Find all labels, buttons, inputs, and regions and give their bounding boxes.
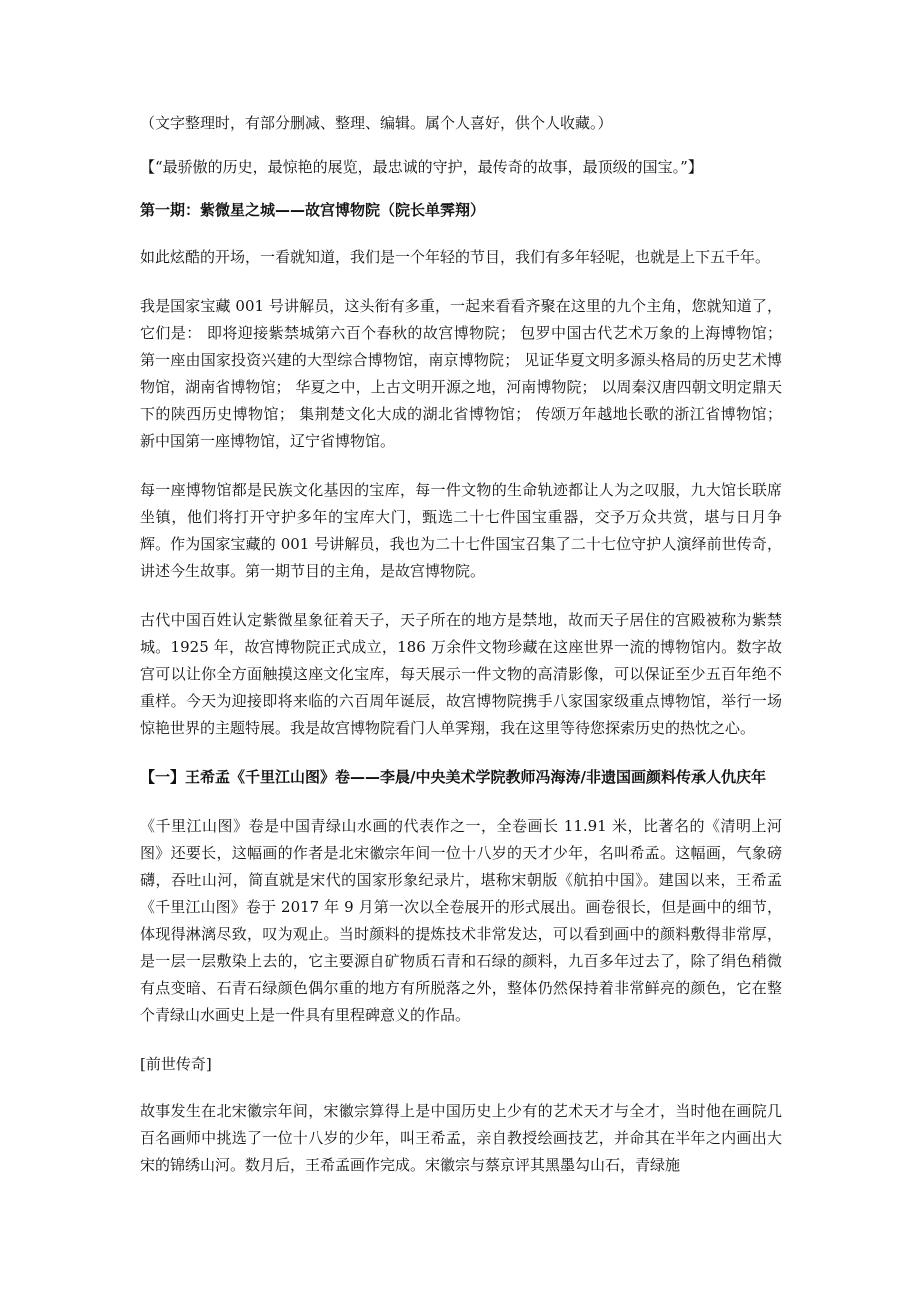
program-slogan: 【“最骄傲的历史，最惊艳的展览，最忠诚的守护，最传奇的故事，最顶级的国宝。”】 [140, 158, 703, 176]
section-tag: [前世传奇] [140, 1055, 212, 1073]
treasure-heading: 【一】王希孟《千里江山图》卷——李晨/中央美术学院教师冯海涛/非遗国画颜料传承人仇庆年 [140, 768, 766, 786]
editor-note: （文字整理时，有部分删减、整理、编辑。属个人喜好，供个人收藏。） [140, 114, 613, 132]
museums-paragraph: 我是国家宝藏 001 号讲解员，这头衔有多重，一起来看看齐聚在这里的九个主角，您就知道了，它们是： 即将迎接紫禁城第六百个春秋的故宫博物院； 包罗中国古代艺术万象的上海博物馆； 第一座由国家投资兴建的大型综合博物馆，南京博物院； 见证华夏文明多源头格局的历史艺术博物馆，湖南省博物馆； 华夏之中，上古文明开源之地，河南博物院； 以周秦汉唐四朝文明定鼎天下的陕西历史博物馆； 集荆楚文化大成的湖北省博物馆； 传颂万年越地长歌的浙江省博物馆； 新中国第一座博物馆，辽宁省博物馆。 [140, 297, 782, 450]
intro-paragraph: 如此炫酷的开场，一看就知道，我们是一个年轻的节目，我们有多年轻呢，也就是上下五千年。 [140, 248, 771, 266]
document-page [140, 110, 782, 1201]
palace-museum-paragraph: 古代中国百姓认定紫微星象征着天子，天子所在的地方是禁地，故而天子居住的宫殿被称为紫禁城。1925 年，故宫博物院正式成立，186 万余件文物珍藏在这座世界一流的博物馆内。数字故宫可以让你全方面触摸这座文化宝库，每天展示一件文物的高清影像，可以保证至少五百年绝不重样。今天为迎接即将来临的六百周年诞辰，故宫博物院携手八家国家级重点博物馆，举行一场惊艳世界的主题特展。我是故宫博物院看门人单霁翔，我在这里等待您探索历史的热忱之心。 [140, 611, 782, 737]
painting-paragraph: 《千里江山图》卷是中国青绿山水画的代表作之一，全卷画长 11.91 米，比著名的《清明上河图》还要长，这幅画的作者是北宋徽宗年间一位十八岁的天才少年，名叫希孟。这幅画，气象磅礴，吞吐山河，简直就是宋代的国家形象纪录片，堪称宋朝版《航拍中国》。建国以来，王希孟《千里江山图》卷于 2017 年 9 月第一次以全卷展开的形式展出。画卷很长，但是画中的细节，体现得淋漓尽致，叹为观止。当时颜料的提炼技术非常发达，可以看到画中的颜料敷得非常厚，是一层一层敷染上去的，它主要源自矿物质石青和石绿的颜料，九百多年过去了，除了绢色稍微有点变暗、石青石绿颜色偶尔重的地方有所脱落之外，整体仍然保持着非常鲜亮的颜色，它在整个青绿山水画史上是一件具有里程碑意义的作品。 [140, 817, 782, 1024]
episode-heading: 第一期：紫微星之城——故宫博物院（院长单霁翔） [140, 201, 486, 219]
story-paragraph: 故事发生在北宋徽宗年间，宋徽宗算得上是中国历史上少有的艺术天才与全才，当时他在画院几百名画师中挑选了一位十八岁的少年，叫王希孟，亲自教授绘画技艺，并命其在半年之内画出大宋的锦绣山河。数月后，王希孟画作完成。宋徽宗与蔡京评其黑墨勾山石，青绿施 [140, 1102, 782, 1174]
treasures-paragraph: 每一座博物馆都是民族文化基因的宝库，每一件文物的生命轨迹都让人为之叹服，九大馆长联席坐镇，他们将打开守护多年的宝库大门，甄选二十七件国宝重器，交予万众共赏，堪与日月争辉。作为国家宝藏的 001 号讲解员，我也为二十七件国宝召集了二十七位守护人演绎前世传奇，讲述今生故事。第一期节目的主角，是故宫博物院。 [140, 481, 782, 580]
